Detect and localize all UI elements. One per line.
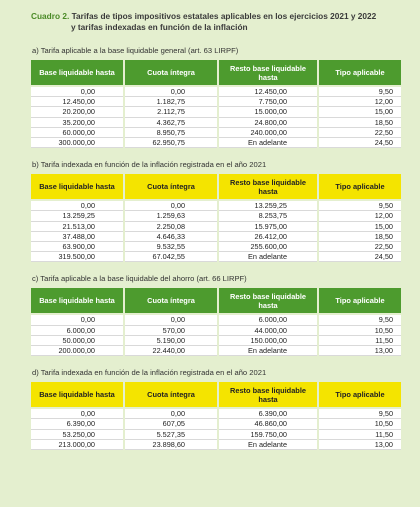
table-cell: 2.112,75 xyxy=(125,107,217,117)
table-cell: En adelante xyxy=(219,346,317,356)
table-cell: 0,00 xyxy=(125,315,217,325)
table-cell: 22,50 xyxy=(319,242,401,252)
table-cell: 6.000,00 xyxy=(31,326,123,336)
table-cell: 24,50 xyxy=(319,252,401,262)
table-row xyxy=(31,97,401,107)
table-cell: 24,50 xyxy=(319,138,401,148)
table-cell: 0,00 xyxy=(31,409,123,419)
table-cell: 570,00 xyxy=(125,326,217,336)
table-cell: 255.600,00 xyxy=(219,242,317,252)
table-cell: 12.450,00 xyxy=(31,97,123,107)
table-row xyxy=(31,128,401,138)
title-line-2: y tarifas indexadas en función de la inflación xyxy=(71,21,248,32)
tariff-section xyxy=(31,368,399,450)
tariff-table xyxy=(29,288,403,356)
table-row xyxy=(31,419,401,429)
table-cell: 44.000,00 xyxy=(219,326,317,336)
table-cell: 12,00 xyxy=(319,211,401,221)
table-cell: 12.450,00 xyxy=(219,87,317,97)
table-row xyxy=(31,87,401,97)
table-cell: 0,00 xyxy=(31,315,123,325)
table-cell: 67.042,55 xyxy=(125,252,217,262)
table-cell: 15.000,00 xyxy=(219,107,317,117)
table-cell: 22,50 xyxy=(319,128,401,138)
column-header: Resto base liquidable hasta xyxy=(219,174,317,201)
table-cell: 159.750,00 xyxy=(219,430,317,440)
column-header: Cuota íntegra xyxy=(125,174,217,201)
table-cell: 9,50 xyxy=(319,409,401,419)
table-cell: 150.000,00 xyxy=(219,336,317,346)
table-cell: 1.182,75 xyxy=(125,97,217,107)
table-cell: En adelante xyxy=(219,138,317,148)
tariff-table xyxy=(29,382,403,450)
table-cell: 6.390,00 xyxy=(219,409,317,419)
table-cell: 9,50 xyxy=(319,315,401,325)
table-row xyxy=(31,346,401,356)
column-header: Base liquidable hasta xyxy=(31,382,123,409)
table-cell: 11,50 xyxy=(319,336,401,346)
table-cell: 240.000,00 xyxy=(219,128,317,138)
tariff-table xyxy=(29,174,403,262)
tariff-section xyxy=(31,274,399,356)
table-cell: 26.412,00 xyxy=(219,232,317,242)
tariff-section xyxy=(31,46,399,148)
table-row xyxy=(31,211,401,221)
table-cell: 18,50 xyxy=(319,118,401,128)
table-cell: 607,05 xyxy=(125,419,217,429)
table-cell: 15,00 xyxy=(319,107,401,117)
title-line-1: Tarifas de tipos impositivos estatales aplicables en los ejercicios 2021 y 2022 xyxy=(71,11,377,21)
table-cell: 53.250,00 xyxy=(31,430,123,440)
table-cell: 13,00 xyxy=(319,440,401,450)
table-row xyxy=(31,201,401,211)
column-header: Base liquidable hasta xyxy=(31,60,123,87)
table-cell: 0,00 xyxy=(31,87,123,97)
tariff-section xyxy=(31,160,399,262)
table-cell: 200.000,00 xyxy=(31,346,123,356)
table-cell: 63.900,00 xyxy=(31,242,123,252)
table-cell: 9,50 xyxy=(319,201,401,211)
table-cell: 10,50 xyxy=(319,419,401,429)
table-cell: 213.000,00 xyxy=(31,440,123,450)
table-cell: 10,50 xyxy=(319,326,401,336)
table-cell: 11,50 xyxy=(319,430,401,440)
table-cell: 13.259,25 xyxy=(219,201,317,211)
table-cell: 7.750,00 xyxy=(219,97,317,107)
table-row xyxy=(31,315,401,325)
table-row xyxy=(31,242,401,252)
table-row xyxy=(31,326,401,336)
table-cell: 12,00 xyxy=(319,97,401,107)
table-row xyxy=(31,118,401,128)
table-cell: 0,00 xyxy=(125,201,217,211)
table-row xyxy=(31,252,401,262)
table-cell: 15,00 xyxy=(319,222,401,232)
table-cell: 5.190,00 xyxy=(125,336,217,346)
table-cell: 0,00 xyxy=(125,409,217,419)
table-row xyxy=(31,138,401,148)
table-cell: 1.259,63 xyxy=(125,211,217,221)
table-row xyxy=(31,336,401,346)
column-header: Cuota íntegra xyxy=(125,288,217,315)
title-label: Cuadro 2. xyxy=(31,11,70,21)
column-header: Base liquidable hasta xyxy=(31,174,123,201)
table-row xyxy=(31,232,401,242)
table-cell: En adelante xyxy=(219,440,317,450)
table-cell: 8.950,75 xyxy=(125,128,217,138)
table-cell: 5.527,35 xyxy=(125,430,217,440)
sections-container xyxy=(31,46,399,450)
column-header: Resto base liquidable hasta xyxy=(219,288,317,315)
column-header: Tipo aplicable xyxy=(319,60,401,87)
table-cell: 0,00 xyxy=(31,201,123,211)
section-title: b) Tarifa indexada en función de la inflación registrada en el año 2021 xyxy=(32,160,267,170)
section-title: c) Tarifa aplicable a la base liquidable del ahorro (art. 66 LIRPF) xyxy=(32,274,247,284)
table-cell: 319.500,00 xyxy=(31,252,123,262)
table-cell: 20.200,00 xyxy=(31,107,123,117)
table-cell: 35.200,00 xyxy=(31,118,123,128)
table-cell: 18,50 xyxy=(319,232,401,242)
column-header: Tipo aplicable xyxy=(319,288,401,315)
section-title: d) Tarifa indexada en función de la inflación registrada en el año 2021 xyxy=(32,368,267,378)
table-row xyxy=(31,409,401,419)
table-cell: 9,50 xyxy=(319,87,401,97)
table-cell: 21.513,00 xyxy=(31,222,123,232)
column-header: Cuota íntegra xyxy=(125,382,217,409)
column-header: Resto base liquidable hasta xyxy=(219,382,317,409)
table-cell: 300.000,00 xyxy=(31,138,123,148)
table-cell: 15.975,00 xyxy=(219,222,317,232)
table-cell: 22.440,00 xyxy=(125,346,217,356)
table-row xyxy=(31,222,401,232)
table-cell: 0,00 xyxy=(125,87,217,97)
table-cell: 13,00 xyxy=(319,346,401,356)
column-header: Tipo aplicable xyxy=(319,174,401,201)
tariff-table xyxy=(29,60,403,148)
column-header: Cuota íntegra xyxy=(125,60,217,87)
table-cell: 9.532,55 xyxy=(125,242,217,252)
table-cell: 4.646,33 xyxy=(125,232,217,242)
document-title xyxy=(31,11,399,32)
table-cell: 60.000,00 xyxy=(31,128,123,138)
table-cell: 2.250,08 xyxy=(125,222,217,232)
table-row xyxy=(31,430,401,440)
table-cell: 13.259,25 xyxy=(31,211,123,221)
table-cell: 8.253,75 xyxy=(219,211,317,221)
table-cell: En adelante xyxy=(219,252,317,262)
column-header: Base liquidable hasta xyxy=(31,288,123,315)
table-row xyxy=(31,107,401,117)
table-cell: 6.390,00 xyxy=(31,419,123,429)
table-row xyxy=(31,440,401,450)
table-cell: 50.000,00 xyxy=(31,336,123,346)
table-cell: 46.860,00 xyxy=(219,419,317,429)
table-cell: 37.488,00 xyxy=(31,232,123,242)
table-cell: 6.000,00 xyxy=(219,315,317,325)
table-cell: 24.800,00 xyxy=(219,118,317,128)
column-header: Resto base liquidable hasta xyxy=(219,60,317,87)
table-cell: 62.950,75 xyxy=(125,138,217,148)
section-title: a) Tarifa aplicable a la base liquidable general (art. 63 LIRPF) xyxy=(32,46,239,55)
table-cell: 23.898,60 xyxy=(125,440,217,450)
table-cell: 4.362,75 xyxy=(125,118,217,128)
column-header: Tipo aplicable xyxy=(319,382,401,409)
